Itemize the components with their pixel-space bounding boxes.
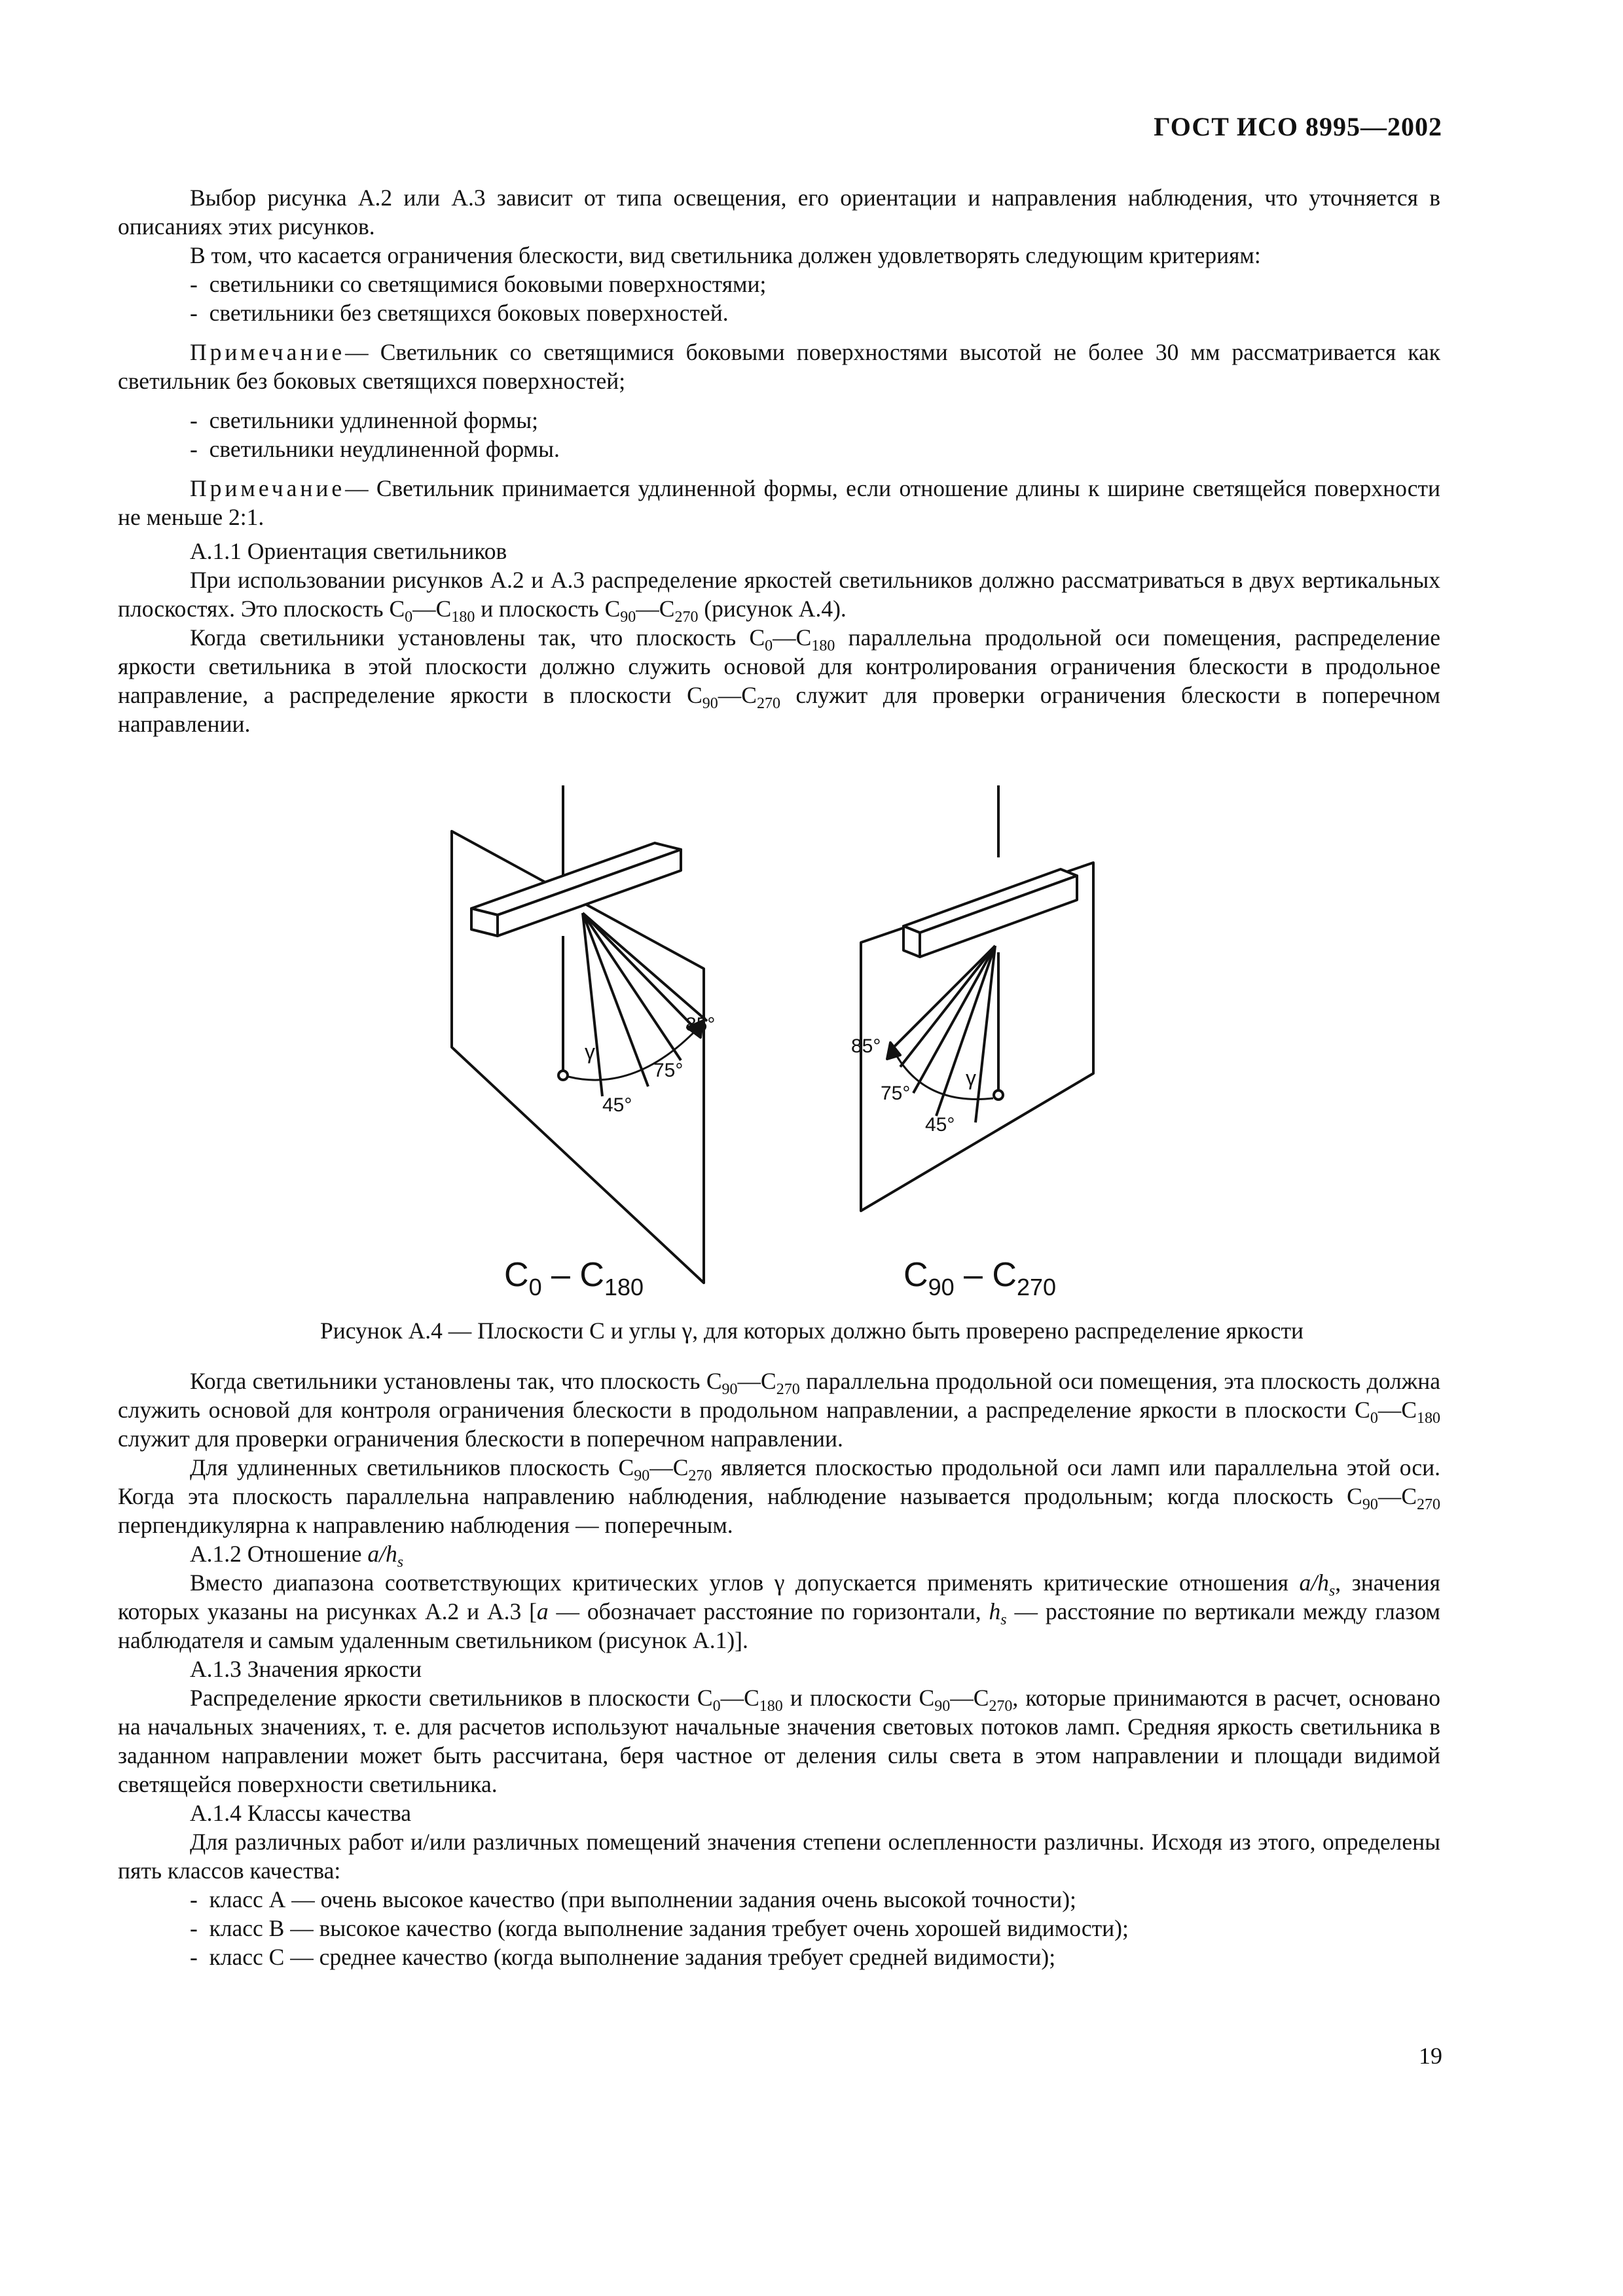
- paragraph: Когда светильники установлены так, что плоскость $С_0—С_{180}$ параллельна продольной оси помещения, распределение яркости светильника в этой плоскости должно служить основой для контролирования ограничения блескости в продольное направление, а распределение яркости в плоскости $С_{90}—С_{270}$ служит для проверки ограничения блескости в поперечном направлении.: [118, 624, 1440, 737]
- note-label: Примечание: [190, 339, 346, 365]
- angle-label-85-left: 85°: [685, 1014, 716, 1035]
- standard-code-header: ГОСТ ИСО 8995—2002: [1154, 112, 1442, 141]
- section-heading: А.1.3 Значения яркости: [190, 1656, 422, 1682]
- paragraph: Вместо диапазона соответствующих критических углов γ допускается применять критические отношения $a/h_s$, значения которых указаны на рисунках А.2 и А.3 [a — обозначает расстояние по горизонтали, $h_s$ — расстояние по вертикали между глазом наблюдателя и самым удаленным светильником (рисунок А.1)].: [118, 1570, 1440, 1653]
- list-item: - класс С — среднее качество (когда выполнение задания требует средней видимости);: [118, 1943, 1440, 1971]
- angle-label-45-right: 45°: [925, 1114, 955, 1136]
- body-text-top: [118, 183, 1440, 738]
- paragraph: В том, что касается ограничения блескости, вид светильника должен удовлетворять следующим критериям:: [190, 242, 1261, 268]
- angle-label-85-right: 85°: [851, 1035, 881, 1057]
- gamma-label-right: γ: [966, 1066, 976, 1090]
- section-heading: А.1.1 Ориентация светильников: [190, 538, 507, 564]
- paragraph: Для удлиненных светильников плоскость $С_{90}—С_{270}$ является плоскостью продольной оси ламп или параллельна этой оси. Когда эта плоскость параллельна направлению наблюдения, наблюдение называется продольным; когда плоскость $С_{90}—С_{270}$ перпендикулярна к направлению наблюдения — поперечным.: [118, 1454, 1440, 1538]
- note-label: Примечание: [190, 475, 346, 501]
- body-text-bottom: [118, 1367, 1440, 1971]
- paragraph: Распределение яркости светильников в плоскости $С_0—С_{180}$ и плоскости $С_{90}—С_{270}$, которые принимаются в расчет, основано на начальных значениях, т. е. для расчетов используют начальные значения световых потоков ламп. Средняя яркость светильника в заданном направлении может быть рассчитана, беря частное от деления силы света в этом направлении и площади видимой светящейся поверхности светильника.: [118, 1685, 1440, 1797]
- note-text: — Светильник со светящимися боковыми поверхностями высотой не более 30 мм рассматривается как светильник без боковых светящихся поверхностей;: [118, 339, 1440, 394]
- list-item: - светильники удлиненной формы;: [118, 406, 1440, 435]
- paragraph: Выбор рисунка А.2 или А.3 зависит от типа освещения, его ориентации и направления наблюдения, что уточняется в описаниях этих рисунков.: [118, 185, 1440, 240]
- paragraph: Когда светильники установлены так, что плоскость $С_{90}—С_{270}$ параллельна продольной оси помещения, эта плоскость должна служить основой для контроля ограничения блескости в продольном направлении, а распределение яркости в плоскости $С_0—С_{180}$ служит для проверки ограничения блескости в поперечном направлении.: [118, 1368, 1440, 1452]
- paragraph: Для различных работ и/или различных помещений значения степени ослепленности различны. Исходя из этого, определены пять классов качества:: [118, 1829, 1440, 1884]
- plane-label-c90-c270: $C_{90} - C_{270}$: [903, 1256, 1057, 1300]
- angle-label-45-left: 45°: [602, 1094, 632, 1116]
- plane-c0-c180-diagram: [452, 785, 707, 1283]
- figure-a4-drawing: [393, 785, 1309, 1322]
- section-heading: А.1.4 Классы качества: [190, 1800, 412, 1826]
- section-heading: А.1.2 Отношение $a/h_s$: [190, 1541, 404, 1571]
- list-item: - класс А — очень высокое качество (при выполнении задания очень высокой точности);: [118, 1885, 1440, 1914]
- note: [118, 474, 1440, 531]
- list-item: - светильники без светящихся боковых поверхностей.: [118, 298, 1440, 327]
- figure-a4: [393, 785, 1309, 1322]
- angle-label-75-right: 75°: [881, 1083, 911, 1104]
- list-item: - светильники со светящимися боковыми поверхностями;: [118, 270, 1440, 298]
- paragraph: При использовании рисунков А.2 и А.3 распределение яркостей светильников должно рассматриваться в двух вертикальных плоскостях. Это плоскость $С_0—С_{180}$ и плоскость $С_{90}—С_{270}$ (рисунок А.4).: [118, 567, 1440, 626]
- list-item: - светильники неудлиненной формы.: [118, 435, 1440, 463]
- list-item: - класс В — высокое качество (когда выполнение задания требует очень хорошей видимости);: [118, 1914, 1440, 1943]
- plane-label-c0-c180: $C_0 - C_{180}$: [504, 1256, 644, 1300]
- figure-caption: Рисунок А.4 — Плоскости С и углы γ, для которых должно быть проверено распределение яркости: [320, 1318, 1304, 1344]
- note-text: — Светильник принимается удлиненной формы, если отношение длины к ширине светящейся поверхности не меньше 2:1.: [118, 475, 1440, 530]
- plane-c90-c270-diagram: [861, 785, 1093, 1211]
- gamma-label-left: γ: [585, 1040, 595, 1064]
- page-number: 19: [1419, 2043, 1442, 2069]
- angle-label-75-left: 75°: [653, 1060, 684, 1081]
- note: [118, 338, 1440, 395]
